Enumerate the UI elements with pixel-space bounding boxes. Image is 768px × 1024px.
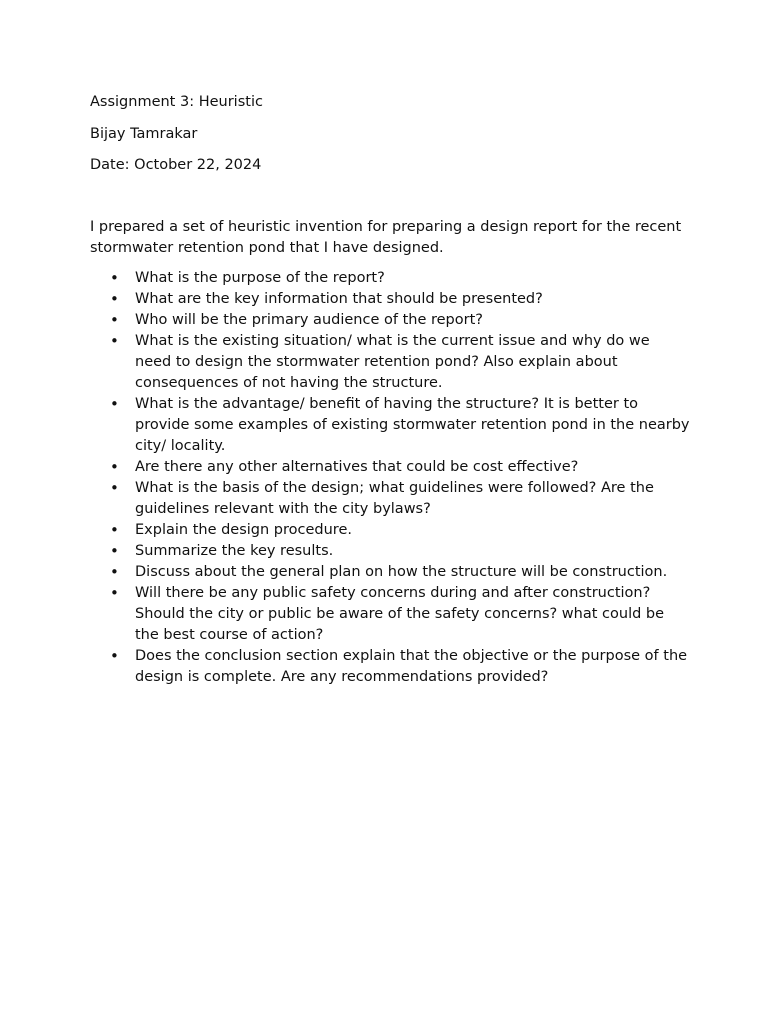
- bullet-icon: •: [110, 332, 119, 350]
- bullet-icon: •: [110, 311, 119, 329]
- bullet-icon: •: [110, 521, 119, 539]
- bullet-icon: •: [110, 542, 119, 560]
- bullet-icon: •: [110, 479, 119, 497]
- question-item: [90, 394, 690, 457]
- bullet-icon: •: [110, 395, 119, 413]
- question-text: What is the existing situation/ what is the current issue and why do we need to design the stormwater retention pond? Also explain about consequences of not having the structure.: [135, 333, 650, 391]
- question-item: [90, 646, 690, 688]
- question-text: Are there any other alternatives that could be cost effective?: [135, 459, 579, 475]
- question-text: Summarize the key results.: [135, 543, 334, 559]
- date-line: Date: October 22, 2024: [90, 157, 262, 173]
- question-item: [90, 478, 690, 520]
- question-text: What are the key information that should be presented?: [135, 291, 543, 307]
- question-text: Does the conclusion section explain that the objective or the purpose of the design is complete. Are any recommendations provided?: [135, 648, 688, 685]
- question-item: [90, 331, 690, 394]
- intro-paragraph: I prepared a set of heuristic invention for preparing a design report for the recent stormwater retention pond that I have designed.: [90, 219, 682, 256]
- question-item: [90, 268, 690, 289]
- question-text: What is the purpose of the report?: [135, 270, 385, 286]
- question-text: What is the basis of the design; what guidelines were followed? Are the guidelines relevant with the city bylaws?: [135, 480, 654, 517]
- heuristic-question-list: [90, 268, 690, 688]
- question-item: [90, 562, 690, 583]
- question-text: Discuss about the general plan on how the structure will be construction.: [135, 564, 668, 580]
- question-item: [90, 310, 690, 331]
- bullet-icon: •: [110, 269, 119, 287]
- assignment-title: Assignment 3: Heuristic: [90, 94, 263, 110]
- bullet-icon: •: [110, 458, 119, 476]
- question-item: [90, 289, 690, 310]
- bullet-icon: •: [110, 647, 119, 665]
- question-item: [90, 520, 690, 541]
- question-text: What is the advantage/ benefit of having the structure? It is better to provide some examples of existing stormwater retention pond in the nearby city/ locality.: [135, 396, 690, 454]
- bullet-icon: •: [110, 290, 119, 308]
- question-text: Will there be any public safety concerns during and after construction? Should the city or public be aware of the safety concerns? what could be the best course of action?: [135, 585, 665, 643]
- question-item: [90, 583, 690, 646]
- question-item: [90, 457, 690, 478]
- author-name: Bijay Tamrakar: [90, 126, 198, 142]
- question-text: Explain the design procedure.: [135, 522, 352, 538]
- question-item: [90, 541, 690, 562]
- bullet-icon: •: [110, 584, 119, 602]
- bullet-icon: •: [110, 563, 119, 581]
- question-text: Who will be the primary audience of the report?: [135, 312, 483, 328]
